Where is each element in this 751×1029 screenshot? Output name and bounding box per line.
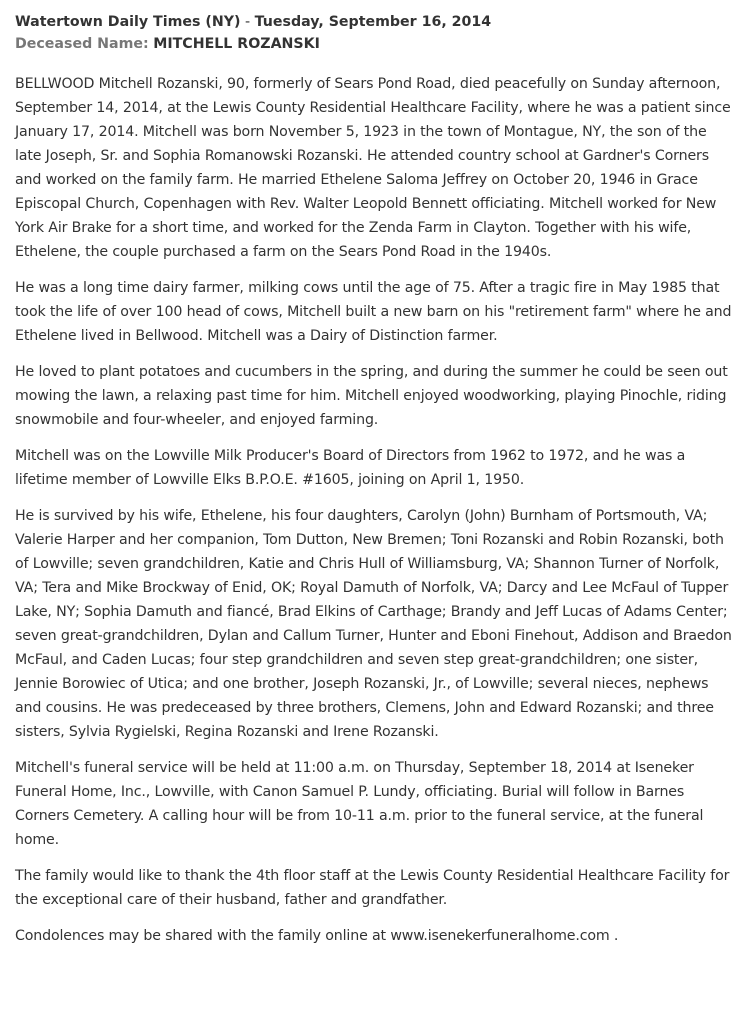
paragraph-intro: BELLWOOD Mitchell Rozanski, 90, formerly of Sears Pond Road, died peacefully on Sunday afternoon, September 14, 2014, at the Lewis County Residential Healthcare Facility, where he was a patient since January 17, 2014. Mitchell was born November 5, 1923 in the town of Montague, NY, the son of the late Joseph, Sr. and Sophia Romanowski Rozanski. He attended country school at Gardner's Corners and worked on the family farm. He married Ethelene Saloma Jeffrey on October 20, 1946 in Grace Episcopal Church, Copenhagen with Rev. Walter Leopold Bennett officiating. Mitchell worked for New York Air Brake for a short time, and worked for the Zenda Farm in Clayton. Together with his wife, Ethelene, the couple purchased a farm on the Sears Pond Road in the 1940s. — [15, 76, 731, 260]
paragraph-hobbies: He loved to plant potatoes and cucumbers in the spring, and during the summer he could be seen out mowing the lawn, a relaxing past time for him. Mitchell enjoyed woodworking, playing Pinochle, riding snowmobile and four-wheeler, and enjoyed farming. — [15, 364, 728, 428]
obituary-body — [15, 72, 736, 948]
deceased-name-line — [15, 33, 736, 55]
publication-date: Tuesday, September 16, 2014 — [254, 14, 492, 30]
paragraph-condolences: Condolences may be shared with the family online at www.isenekerfuneralhome.com . — [15, 928, 619, 944]
title-separator: - — [240, 14, 255, 30]
deceased-name-value: MITCHELL ROZANSKI — [153, 36, 320, 52]
paragraph-memberships: Mitchell was on the Lowville Milk Producer's Board of Directors from 1962 to 1972, and he was a lifetime member of Lowville Elks B.P.O.E. #1605, joining on April 1, 1950. — [15, 448, 686, 488]
paragraph-survivors: He is survived by his wife, Ethelene, his four daughters, Carolyn (John) Burnham of Portsmouth, VA; Valerie Harper and her companion, Tom Dutton, New Bremen; Toni Rozanski and Robin Rozanski, both of Lowville; seven grandchildren, Katie and Chris Hull of Williamsburg, VA; Shannon Turner of Norfolk, VA; Tera and Mike Brockway of Enid, OK; Royal Damuth of Norfolk, VA; Darcy and Lee McFaul of Tupper Lake, NY; Sophia Damuth and fiancé, Brad Elkins of Carthage; Brandy and Jeff Lucas of Adams Center; seven great-grandchildren, Dylan and Callum Turner, Hunter and Eboni Finehout, Addison and Braedon McFaul, and Caden Lucas; four step grandchildren and seven step great-grandchildren; one sister, Jennie Borowiec of Utica; and one brother, Joseph Rozanski, Jr., of Lowville; several nieces, nephews and cousins. He was predeceased by three brothers, Clemens, John and Edward Rozanski; and three sisters, Sylvia Rygielski, Regina Rozanski and Irene Rozanski. — [15, 508, 732, 740]
paragraph-thanks: The family would like to thank the 4th floor staff at the Lewis County Residential Healthcare Facility for the exceptional care of their husband, father and grandfather. — [15, 868, 730, 908]
paragraph-farming: He was a long time dairy farmer, milking cows until the age of 75. After a tragic fire in May 1985 that took the life of over 100 head of cows, Mitchell built a new barn on his "retirement farm" where he and Ethelene lived in Bellwood. Mitchell was a Dairy of Distinction farmer. — [15, 280, 732, 344]
deceased-name-label: Deceased Name: — [15, 36, 149, 52]
publication-name: Watertown Daily Times (NY) — [15, 14, 241, 30]
paragraph-funeral: Mitchell's funeral service will be held at 11:00 a.m. on Thursday, September 18, 2014 at Iseneker Funeral Home, Inc., Lowville, with Canon Samuel P. Lundy, officiating. Burial will follow in Barnes Corners Cemetery. A calling hour will be from 10-11 a.m. prior to the funeral service, at the funeral home. — [15, 760, 704, 848]
page-title — [15, 11, 736, 33]
